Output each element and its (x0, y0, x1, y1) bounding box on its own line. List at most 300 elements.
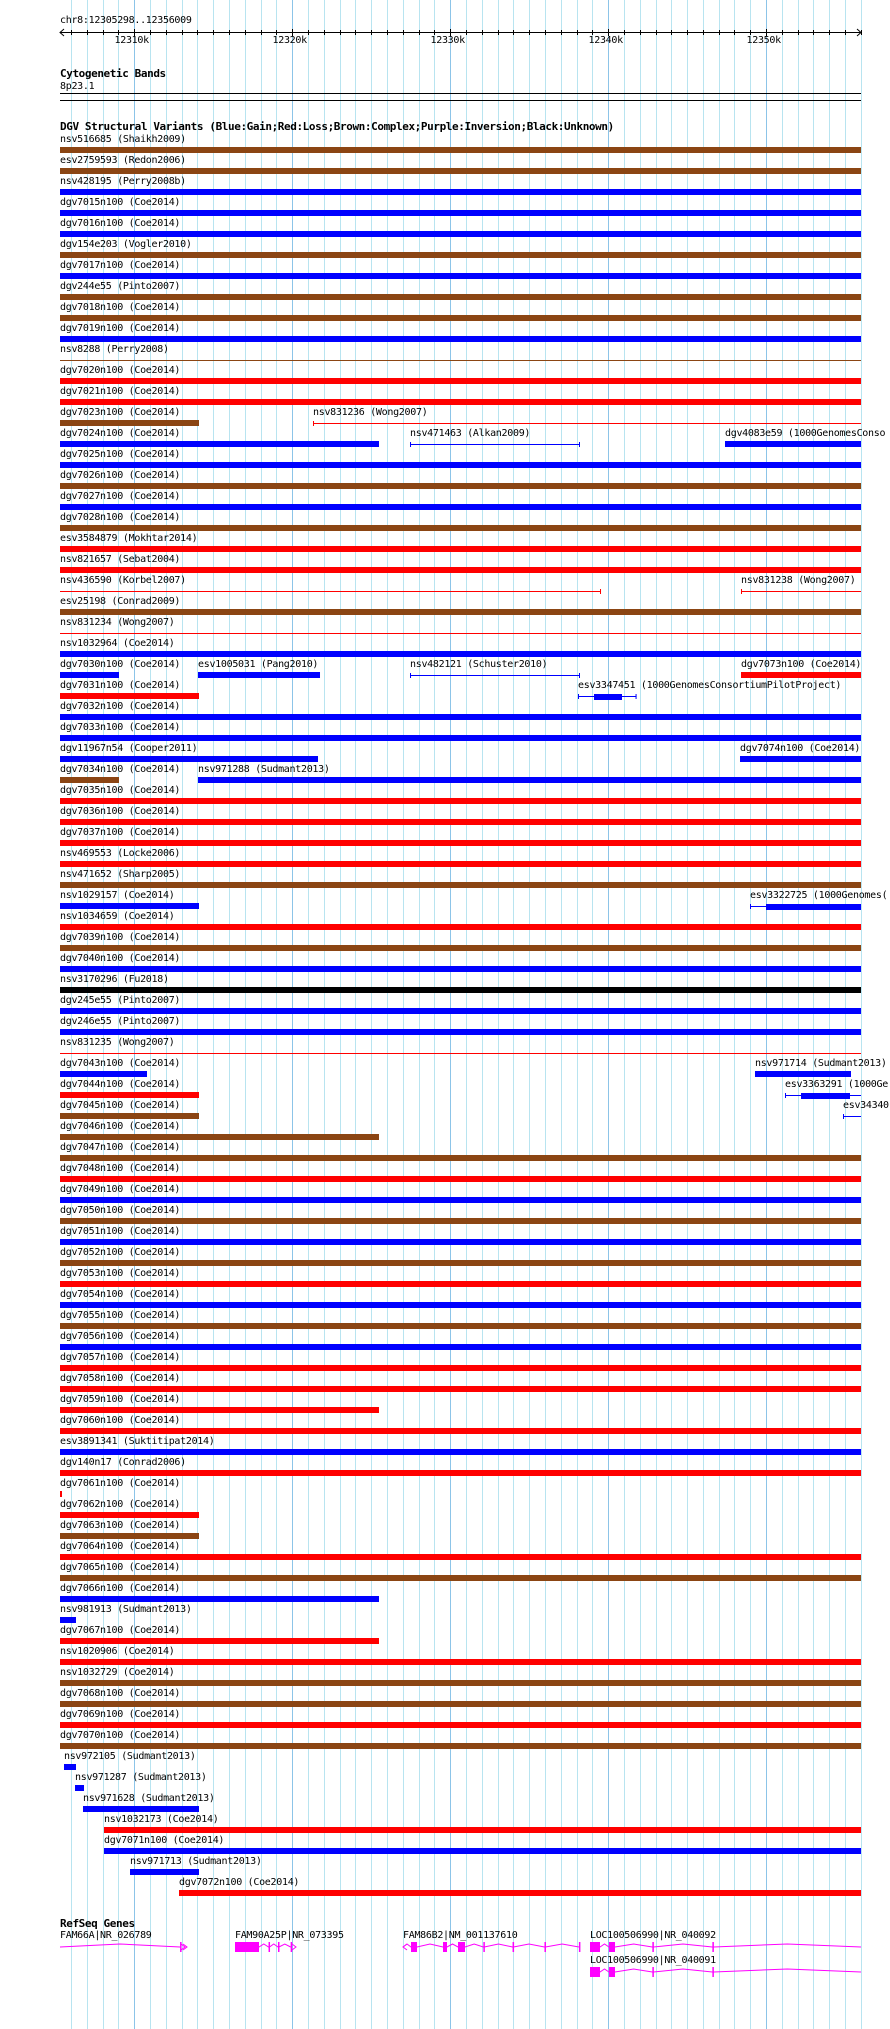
track-divider (60, 100, 861, 101)
sv-feature[interactable] (60, 798, 861, 804)
sv-feature[interactable] (60, 546, 861, 552)
sv-label[interactable]: dgv7055n100 (Coe2014) (60, 1310, 181, 1321)
sv-label[interactable]: dgv7037n100 (Coe2014) (60, 827, 181, 838)
cyto-track-title[interactable]: Cytogenetic Bands (60, 67, 166, 80)
sv-feature[interactable] (83, 1806, 199, 1812)
sv-feature[interactable] (60, 672, 119, 678)
gene-exon (443, 1942, 447, 1952)
sv-bar (60, 1260, 861, 1266)
sv-label[interactable]: dgv7016n100 (Coe2014) (60, 218, 181, 229)
sv-bar (60, 420, 199, 426)
sv-label[interactable]: dgv7064n100 (Coe2014) (60, 1541, 181, 1552)
sv-feature[interactable] (198, 777, 861, 783)
sv-bar (60, 1701, 861, 1707)
sv-feature[interactable] (60, 1071, 147, 1077)
sv-bar (60, 399, 861, 405)
sv-label[interactable]: nsv482121 (Schuster2010) (410, 659, 548, 670)
sv-label[interactable]: nsv471463 (Alkan2009) (410, 428, 531, 439)
sv-feature[interactable] (313, 421, 861, 426)
sv-thick-segment (594, 694, 622, 700)
sv-label[interactable]: dgv7034n100 (Coe2014) (60, 764, 181, 775)
sv-label[interactable]: nsv831238 (Wong2007) (741, 575, 856, 586)
sv-feature[interactable] (60, 966, 861, 972)
sv-feature[interactable] (60, 987, 861, 993)
sv-feature[interactable] (785, 1093, 861, 1099)
gene-model[interactable] (60, 1942, 187, 1952)
sv-feature[interactable] (60, 1176, 861, 1182)
sv-end-cap (750, 904, 751, 909)
sv-feature[interactable] (60, 252, 861, 258)
sv-label[interactable]: dgv7048n100 (Coe2014) (60, 1163, 181, 1174)
sv-label[interactable]: dgv7024n100 (Coe2014) (60, 428, 181, 439)
sv-feature[interactable] (60, 609, 861, 615)
sv-label[interactable]: dgv7035n100 (Coe2014) (60, 785, 181, 796)
sv-feature[interactable] (60, 231, 861, 237)
sv-label[interactable]: nsv428195 (Perry2008b) (60, 176, 186, 187)
sv-feature[interactable] (60, 294, 861, 300)
sv-label[interactable]: nsv971628 (Sudmant2013) (82, 1793, 215, 1804)
gene-exon (712, 1967, 714, 1977)
sv-bar (60, 777, 119, 783)
sv-bar (60, 1491, 62, 1497)
sv-feature[interactable] (60, 378, 861, 384)
gene-model[interactable] (590, 1942, 861, 1952)
sv-feature[interactable] (60, 924, 861, 930)
sv-label[interactable]: nsv1034659 (Coe2014) (60, 911, 175, 922)
sv-label[interactable]: esv3322725 (1000Genomes( (750, 890, 888, 901)
sv-label[interactable]: dgv7066n100 (Coe2014) (60, 1583, 181, 1594)
sv-label[interactable]: dgv7046n100 (Coe2014) (60, 1121, 181, 1132)
sv-bar (60, 252, 861, 258)
sv-bar (60, 1533, 199, 1539)
sv-label[interactable]: dgv7058n100 (Coe2014) (60, 1373, 181, 1384)
sv-bar (60, 882, 861, 888)
sv-bar (60, 735, 861, 741)
sv-label[interactable]: esv3584879 (Mokhtar2014) (60, 533, 198, 544)
sv-end-cap (600, 589, 601, 594)
sv-label[interactable]: dgv7067n100 (Coe2014) (60, 1625, 181, 1636)
sv-feature[interactable] (60, 1659, 861, 1665)
sv-label[interactable]: dgv245e55 (Pinto2007) (60, 995, 181, 1006)
gene-exon (269, 1942, 271, 1952)
sv-feature[interactable] (60, 714, 861, 720)
sv-label[interactable]: dgv7073n100 (Coe2014) (741, 659, 862, 670)
sv-label[interactable]: dgv7021n100 (Coe2014) (60, 386, 181, 397)
sv-feature[interactable] (60, 1344, 861, 1350)
sv-bar (60, 189, 861, 195)
sv-label[interactable]: dgv7072n100 (Coe2014) (179, 1877, 300, 1888)
sv-feature[interactable] (60, 147, 861, 153)
sv-label[interactable]: nsv972105 (Sudmant2013) (63, 1751, 196, 1762)
sv-feature[interactable] (60, 1701, 861, 1707)
gene-exon (590, 1967, 600, 1977)
sv-bar (60, 651, 861, 657)
sv-label[interactable]: dgv7062n100 (Coe2014) (60, 1499, 181, 1510)
gene-exon (712, 1942, 714, 1952)
tick-label: 12320k (272, 35, 307, 46)
sv-label[interactable]: dgv7057n100 (Coe2014) (60, 1352, 181, 1363)
sv-feature[interactable] (60, 1218, 861, 1224)
sv-label[interactable]: dgv7019n100 (Coe2014) (60, 323, 181, 334)
sv-label[interactable]: dgv7023n100 (Coe2014) (60, 407, 181, 418)
sv-thin-line (741, 591, 861, 592)
sv-bar (60, 1239, 861, 1245)
sv-label[interactable]: nsv971714 (Sudmant2013) (754, 1058, 887, 1069)
gene-label[interactable]: FAM66A|NR_026789 (60, 1930, 152, 1941)
sv-bar (60, 1029, 861, 1035)
sv-label[interactable]: dgv7020n100 (Coe2014) (60, 365, 181, 376)
sv-thin-line (410, 444, 580, 445)
gene-model[interactable] (235, 1942, 296, 1952)
sv-label[interactable]: esv2759593 (Redon2006) (60, 155, 186, 166)
sv-feature[interactable] (60, 777, 119, 783)
sv-feature[interactable] (725, 441, 861, 447)
sv-feature[interactable] (60, 315, 861, 321)
sv-feature[interactable] (60, 504, 861, 510)
sv-bar (60, 294, 861, 300)
sv-feature[interactable] (60, 1092, 199, 1098)
sv-feature[interactable] (60, 1533, 199, 1539)
gene-exon (652, 1942, 654, 1952)
sv-label[interactable]: nsv1032964 (Coe2014) (60, 638, 175, 649)
sv-label[interactable]: dgv7027n100 (Coe2014) (60, 491, 181, 502)
sv-bar (83, 1806, 199, 1812)
sv-label[interactable]: dgv7051n100 (Coe2014) (60, 1226, 181, 1237)
sv-feature[interactable] (578, 694, 637, 700)
sv-label[interactable]: dgv7069n100 (Coe2014) (60, 1709, 181, 1720)
sv-label[interactable]: dgv7018n100 (Coe2014) (60, 302, 181, 313)
sv-bar (60, 1512, 199, 1518)
sv-label[interactable]: dgv140n17 (Conrad2006) (60, 1457, 186, 1468)
sv-end-cap (410, 442, 411, 447)
sv-feature[interactable] (60, 840, 861, 846)
sv-label[interactable]: dgv7054n100 (Coe2014) (60, 1289, 181, 1300)
sv-feature[interactable] (198, 672, 320, 678)
gene-label[interactable]: LOC100506990|NR_040091 (589, 1955, 716, 1966)
sv-feature[interactable] (64, 1764, 76, 1770)
sv-feature[interactable] (60, 589, 601, 594)
sv-label[interactable]: dgv7061n100 (Coe2014) (60, 1478, 181, 1489)
sv-feature[interactable] (60, 462, 861, 468)
gene-label[interactable]: FAM90A25P|NR_073395 (234, 1930, 344, 1941)
sv-label[interactable]: dgv7025n100 (Coe2014) (60, 449, 181, 460)
sv-feature[interactable] (740, 756, 861, 762)
sv-feature[interactable] (60, 633, 861, 634)
sv-feature[interactable] (750, 904, 861, 910)
sv-feature[interactable] (60, 210, 861, 216)
sv-feature[interactable] (75, 1785, 84, 1791)
sv-label[interactable]: nsv971713 (Sudmant2013) (130, 1856, 262, 1867)
sv-end-cap (785, 1093, 786, 1098)
sv-feature[interactable] (179, 1890, 861, 1896)
sv-bar (60, 1008, 861, 1014)
sv-feature[interactable] (60, 945, 861, 951)
sv-feature[interactable] (60, 1428, 861, 1434)
sv-label[interactable]: nsv8288 (Perry2008) (60, 344, 169, 355)
sv-feature[interactable] (60, 756, 318, 762)
sv-label[interactable]: nsv831235 (Wong2007) (60, 1037, 175, 1048)
sv-label[interactable]: esv3347451 (1000GenomesConsortiumPilotProject) (578, 680, 842, 691)
sv-feature[interactable] (60, 399, 861, 405)
sv-bar (60, 1680, 861, 1686)
sv-label[interactable]: dgv7028n100 (Coe2014) (60, 512, 181, 523)
sv-feature[interactable] (60, 1680, 861, 1686)
sv-feature[interactable] (755, 1071, 851, 1077)
sv-end-cap (578, 694, 579, 699)
sv-label[interactable]: dgv7050n100 (Coe2014) (60, 1205, 181, 1216)
sv-bar (60, 336, 861, 342)
sv-feature[interactable] (410, 673, 580, 678)
sv-feature[interactable] (60, 336, 861, 342)
gene-exon (609, 1942, 615, 1952)
sv-feature[interactable] (60, 1449, 861, 1455)
sv-end-cap (843, 1114, 844, 1119)
sv-label[interactable]: nsv1032729 (Coe2014) (60, 1667, 175, 1678)
sv-feature[interactable] (60, 441, 379, 447)
sv-feature[interactable] (60, 1239, 861, 1245)
sv-label[interactable]: dgv7056n100 (Coe2014) (60, 1331, 181, 1342)
sv-feature[interactable] (60, 483, 861, 489)
sv-feature[interactable] (60, 882, 861, 888)
sv-label[interactable]: dgv7049n100 (Coe2014) (60, 1184, 181, 1195)
sv-feature[interactable] (60, 1470, 861, 1476)
sv-feature[interactable] (60, 903, 199, 909)
sv-feature[interactable] (60, 1596, 379, 1602)
sv-label[interactable]: esv34340 (843, 1100, 889, 1111)
sv-label[interactable]: nsv471652 (Sharp2005) (60, 869, 181, 880)
sv-label[interactable]: dgv7053n100 (Coe2014) (60, 1268, 181, 1279)
sv-bar (60, 1071, 147, 1077)
sv-label[interactable]: nsv981913 (Sudmant2013) (60, 1604, 192, 1615)
gene-exon (291, 1942, 293, 1952)
sv-bar (198, 777, 861, 783)
gene-label[interactable]: FAM86B2|NM_001137610 (403, 1930, 518, 1941)
sv-label[interactable]: dgv7043n100 (Coe2014) (60, 1058, 181, 1069)
sv-label[interactable]: dgv7040n100 (Coe2014) (60, 953, 181, 964)
sv-label[interactable]: nsv971288 (Sudmant2013) (198, 764, 330, 775)
sv-bar (60, 693, 199, 699)
sv-feature[interactable] (741, 672, 861, 678)
sv-label[interactable]: dgv7060n100 (Coe2014) (60, 1415, 181, 1426)
sv-feature[interactable] (60, 1260, 861, 1266)
sv-label[interactable]: dgv7031n100 (Coe2014) (60, 680, 181, 691)
sv-feature[interactable] (60, 1134, 379, 1140)
sv-label[interactable]: dgv7017n100 (Coe2014) (60, 260, 181, 271)
sv-feature[interactable] (60, 168, 861, 174)
sv-feature[interactable] (60, 1554, 861, 1560)
tick-label: 12310k (114, 35, 149, 46)
sv-label[interactable]: nsv1029157 (Coe2014) (60, 890, 175, 901)
sv-bar (198, 672, 320, 678)
sv-feature[interactable] (60, 1617, 76, 1623)
sv-label[interactable]: dgv7033n100 (Coe2014) (60, 722, 181, 733)
sv-feature[interactable] (60, 1743, 861, 1749)
gene-model[interactable] (403, 1942, 580, 1952)
sv-label[interactable]: nsv831236 (Wong2007) (313, 407, 428, 418)
sv-feature[interactable] (60, 1323, 861, 1329)
sv-bar (60, 1407, 379, 1413)
sv-label[interactable]: dgv7036n100 (Coe2014) (60, 806, 181, 817)
sv-feature[interactable] (60, 1029, 861, 1035)
sv-label[interactable]: dgv244e55 (Pinto2007) (60, 281, 181, 292)
sv-feature[interactable] (60, 1365, 861, 1371)
sv-label[interactable]: nsv821657 (Sebat2004) (60, 554, 181, 565)
sv-bar (60, 1659, 861, 1665)
sv-feature[interactable] (60, 1575, 861, 1581)
sv-bar (179, 1890, 861, 1896)
sv-end-cap (636, 694, 637, 699)
sv-feature[interactable] (60, 1302, 861, 1308)
sv-end-cap (410, 673, 411, 678)
sv-feature[interactable] (60, 1386, 861, 1392)
sv-bar (60, 168, 861, 174)
sv-bar (60, 1722, 861, 1728)
sv-thin-line (60, 1053, 861, 1054)
cyto-band-line (60, 93, 861, 94)
sv-end-cap (313, 421, 314, 426)
sv-feature[interactable] (60, 861, 861, 867)
sv-bar (130, 1869, 199, 1875)
sv-feature[interactable] (60, 360, 861, 361)
sv-label[interactable]: dgv7047n100 (Coe2014) (60, 1142, 181, 1153)
gene-exon (483, 1942, 485, 1952)
sv-label[interactable]: esv25198 (Conrad2009) (60, 596, 181, 607)
sv-bar (60, 1596, 379, 1602)
sv-feature[interactable] (60, 420, 199, 426)
sv-bar (64, 1764, 76, 1770)
sv-bar (60, 1617, 76, 1623)
sv-thick-segment (801, 1093, 850, 1099)
sv-label[interactable]: dgv7026n100 (Coe2014) (60, 470, 181, 481)
sv-label[interactable]: dgv7071n100 (Coe2014) (104, 1835, 225, 1846)
sv-feature[interactable] (104, 1848, 861, 1854)
sv-bar (60, 714, 861, 720)
sv-bar (60, 1428, 861, 1434)
gene-intron-line (590, 1944, 861, 1947)
sv-label[interactable]: nsv469553 (Locke2006) (60, 848, 181, 859)
sv-bar (60, 1134, 379, 1140)
gene-exon (458, 1942, 465, 1952)
sv-bar (60, 1155, 861, 1161)
sv-feature[interactable] (410, 442, 580, 447)
sv-feature[interactable] (60, 1407, 379, 1413)
sv-bar (60, 462, 861, 468)
sv-end-cap (579, 673, 580, 678)
cyto-band-label: 8p23.1 (60, 81, 95, 92)
sv-label[interactable]: dgv7070n100 (Coe2014) (60, 1730, 181, 1741)
sv-label[interactable]: dgv7074n100 (Coe2014) (740, 743, 861, 754)
sv-label[interactable]: nsv1032173 (Coe2014) (104, 1814, 219, 1825)
sv-bar (60, 315, 861, 321)
sv-bar (60, 525, 861, 531)
tick-label: 12340k (588, 35, 623, 46)
sv-feature[interactable] (60, 819, 861, 825)
sv-label[interactable]: nsv516685 (Shaikh2009) (60, 134, 186, 145)
sv-bar (60, 441, 379, 447)
sv-feature[interactable] (60, 189, 861, 195)
refseq-track-title[interactable]: RefSeq Genes (60, 1917, 135, 1930)
sv-bar (725, 441, 861, 447)
sv-label[interactable]: dgv246e55 (Pinto2007) (60, 1016, 181, 1027)
sv-feature[interactable] (104, 1827, 861, 1833)
sv-label[interactable]: dgv7065n100 (Coe2014) (60, 1562, 181, 1573)
sv-label[interactable]: nsv831234 (Wong2007) (60, 617, 175, 628)
gene-model[interactable] (590, 1967, 861, 1977)
sv-feature[interactable] (741, 589, 861, 594)
sv-bar (60, 1470, 861, 1476)
sv-feature[interactable] (60, 273, 861, 279)
gene-exon (579, 1942, 581, 1952)
sv-feature[interactable] (60, 1281, 861, 1287)
sv-label[interactable]: dgv7052n100 (Coe2014) (60, 1247, 181, 1258)
sv-feature[interactable] (60, 1197, 861, 1203)
sv-bar (60, 1197, 861, 1203)
sv-label[interactable]: esv3363291 (1000Ge (785, 1079, 888, 1090)
sv-feature[interactable] (60, 1491, 62, 1497)
sv-feature[interactable] (60, 1155, 861, 1161)
sv-bar (60, 987, 861, 993)
sv-bar (755, 1071, 851, 1077)
gene-label[interactable]: LOC100506990|NR_040092 (589, 1930, 716, 1941)
sv-label[interactable]: nsv436590 (Korbel2007) (60, 575, 186, 586)
sv-bar (60, 609, 861, 615)
sv-bar (60, 819, 861, 825)
sv-end-cap (741, 589, 742, 594)
sv-thin-line (843, 1116, 861, 1117)
sv-label[interactable]: nsv1020906 (Coe2014) (60, 1646, 175, 1657)
sv-feature[interactable] (60, 651, 861, 657)
gene-exon (544, 1942, 546, 1952)
sv-label[interactable]: nsv3170296 (Fu2018) (60, 974, 169, 985)
sv-feature[interactable] (60, 693, 199, 699)
sv-label[interactable]: dgv7030n100 (Coe2014) (60, 659, 181, 670)
sv-feature[interactable] (60, 1053, 861, 1054)
sv-bar (60, 483, 861, 489)
sv-label[interactable]: dgv7044n100 (Coe2014) (60, 1079, 181, 1090)
sv-label[interactable]: esv1005031 (Pang2010) (198, 659, 319, 670)
sv-bar (60, 1743, 861, 1749)
sv-feature[interactable] (60, 1512, 199, 1518)
sv-feature[interactable] (60, 1722, 861, 1728)
sv-label[interactable]: dgv7015n100 (Coe2014) (60, 197, 181, 208)
sv-label[interactable]: dgv4083e59 (1000GenomesConso (725, 428, 886, 439)
sv-label[interactable]: dgv7045n100 (Coe2014) (60, 1100, 181, 1111)
sv-label[interactable]: dgv7039n100 (Coe2014) (60, 932, 181, 943)
sv-feature[interactable] (60, 1113, 199, 1119)
sv-feature[interactable] (60, 735, 861, 741)
sv-feature[interactable] (60, 525, 861, 531)
sv-bar (60, 924, 861, 930)
sv-feature[interactable] (60, 1638, 379, 1644)
sv-label[interactable]: dgv154e203 (Vogler2010) (60, 239, 192, 250)
sv-feature[interactable] (60, 1008, 861, 1014)
sv-feature[interactable] (130, 1869, 199, 1875)
gene-exon (513, 1942, 515, 1952)
sv-bar (60, 378, 861, 384)
dgv-track-title[interactable]: DGV Structural Variants (Blue:Gain;Red:Loss;Brown:Complex;Purple:Inversion;Black:Unknown) (60, 120, 614, 133)
sv-feature[interactable] (60, 567, 861, 573)
sv-label[interactable]: dgv7063n100 (Coe2014) (60, 1520, 181, 1531)
sv-label[interactable]: dgv11967n54 (Cooper2011) (60, 743, 198, 754)
sv-thin-line (60, 360, 861, 361)
sv-bar (60, 1218, 861, 1224)
gene-exon (609, 1967, 615, 1977)
sv-label[interactable]: dgv7032n100 (Coe2014) (60, 701, 181, 712)
sv-label[interactable]: esv3891341 (Suktitipat2014) (60, 1436, 215, 1447)
sv-label[interactable]: dgv7059n100 (Coe2014) (60, 1394, 181, 1405)
sv-label[interactable]: dgv7068n100 (Coe2014) (60, 1688, 181, 1699)
sv-label[interactable]: nsv971287 (Sudmant2013) (75, 1772, 207, 1783)
